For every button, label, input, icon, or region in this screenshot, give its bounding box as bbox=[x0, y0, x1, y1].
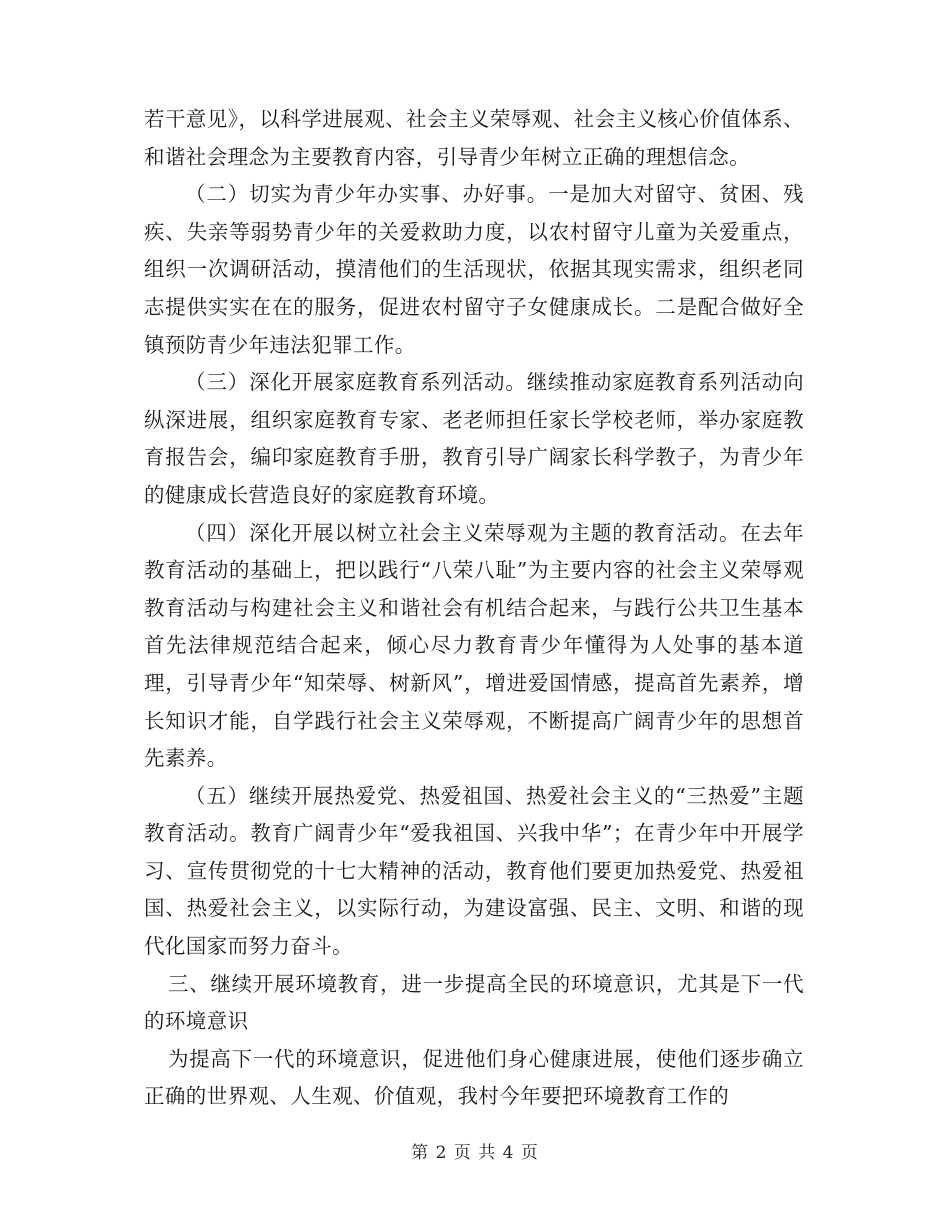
paragraph-section-4: （四）深化开展以树立社会主义荣辱观为主题的教育活动。在去年教育活动的基础上，把以践行“八荣八耻”为主要内容的社会主义荣辱观教育活动与构建社会主义和谐社会有机结合起来，与践行公共卫生基本首先法律规范结合起来，倾心尽力教育青少年懂得为人处事的基本道理，引导青少年“知荣辱、树新风”，增进爱国情感，提高首先素养，增长知识才能，自学践行社会主义荣辱观，不断提高广阔青少年的思想首先素养。 bbox=[144, 520, 804, 771]
paragraph-continuation: 若干意见》，以科学进展观、社会主义荣辱观、社会主义核心价值体系、和谐社会理念为主要教育内容，引导青少年树立正确的理想信念。 bbox=[144, 107, 804, 169]
paragraph-environment-intro: 为提高下一代的环境意识，促进他们身心健康进展，使他们逐步确立正确的世界观、人生观、价值观，我村今年要把环境教育工作的 bbox=[144, 1046, 804, 1109]
page-number-footer: 第 2 页 共 4 页 bbox=[411, 1143, 539, 1163]
paragraph-section-3: （三）深化开展家庭教育系列活动。继续推动家庭教育系列活动向纵深进展，组织家庭教育专家、老老师担任家长学校老师，举办家庭教育报告会，编印家庭教育手册，教育引导广阔家长科学教子，为青少年的健康成长营造良好的家庭教育环境。 bbox=[144, 370, 804, 507]
paragraph-section-2: （二）切实为青少年办实事、办好事。一是加大对留守、贫困、残疾、失亲等弱势青少年的关爱救助力度，以农村留守儿童为关爱重点，组织一次调研活动，摸清他们的生活现状，依据其现实需求，组织老同志提供实实在在的服务，促进农村留守子女健康成长。二是配合做好全镇预防青少年违法犯罪工作。 bbox=[144, 182, 804, 357]
section-heading-3: 三、继续开展环境教育，进一步提高全民的环境意识，尤其是下一代的环境意识 bbox=[144, 971, 804, 1034]
document-body bbox=[144, 101, 804, 1116]
paragraph-section-5: （五）继续开展热爱党、热爱祖国、热爱社会主义的“三热爱”主题教育活动。教育广阔青少年“爱我祖国、兴我中华”；在青少年中开展学习、宣传贯彻党的十七大精神的活动，教育他们要更加热爱党、热爱祖国、热爱社会主义，以实际行动，为建设富强、民主、文明、和谐的现代化国家而努力奋斗。 bbox=[144, 783, 804, 959]
